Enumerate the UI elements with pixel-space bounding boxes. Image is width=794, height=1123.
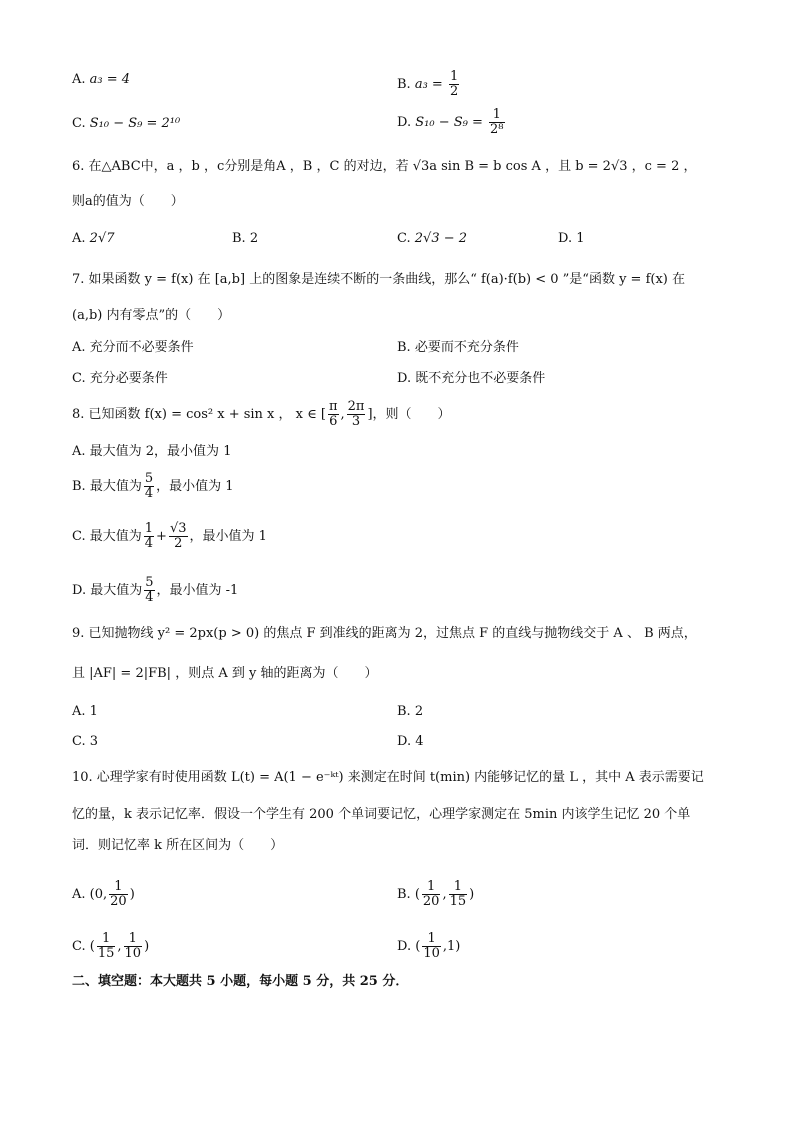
q9-option-a: A. 1 [72,704,98,719]
fraction: $\frac{5}{4}$ [144,471,154,501]
q5-option-b [397,70,461,99]
q6-option-d: D. 1 [558,231,585,246]
q9-option-c: C. 3 [72,734,99,749]
q8-option-b: B. 最大值为 $\frac{5}{4}$ ，最小值为 1 [72,471,234,501]
q7-option-a: A. 充分而不必要条件 [72,340,194,355]
q8-option-a: A. 最大值为 2，最小值为 1 [72,444,232,459]
fraction: $\frac{1}{20}$ [110,879,127,909]
q6-option-a: A. 2√7 [72,231,115,246]
q8-option-c: C. 最大值为 $\frac{1}{4}$ + $\frac{√3}{2}$ ，最小值为 1 [72,521,267,551]
fraction: $\frac{1}{\text{2⁸}}$ [490,107,504,137]
q10-stem-line2: 忆的量，k 表示记忆率．假设一个学生有 200 个单词要记忆，心理学家测定在 5min 内该学生记忆 20 个单 [72,807,691,822]
q9-option-d: D. 4 [397,734,424,749]
q10-option-c: C. ( $\frac{1}{15}$ , $\frac{1}{10}$ ) [72,931,150,961]
q7-stem-line1: 7. 如果函数 y = f(x) 在 [a,b] 上的图象是连续不断的一条曲线，那么“ f(a)·f(b) < 0 ”是“函数 y = f(x) 在 [72,272,685,287]
option-label: D. [397,115,412,130]
fraction: $\frac{\pi}{6}$ [328,399,338,429]
fraction: $\frac{1}{2}$ [449,69,459,99]
q7-stem-line2: (a,b) 内有零点”的（ ） [72,308,231,323]
q7-option-b: B. 必要而不充分条件 [397,340,519,355]
q9-stem-line1: 9. 已知抛物线 y² = 2px(p > 0) 的焦点 F 到准线的距离为 2，过焦点 F 的直线与抛物线交于 A 、 B 两点， [72,626,697,641]
q6-stem-line1: 6. 在△ABC中，a ，b ，c分别是角A ，B ，C 的对边，若 √3a sin B = b cos A ，且 b = 2√3 ，c = 2 ， [72,159,697,174]
q5-option-d [397,108,507,137]
q5-option-c [72,114,180,134]
q10-option-d: D. ( $\frac{1}{10}$ ,1) [397,931,461,961]
option-label: A. [72,72,86,87]
q10-option-a: A. (0, $\frac{1}{20}$ ) [72,879,135,909]
q8-stem: 8. 已知函数 f(x) = cos² x + sin x ， x ∈ [ $\frac{\pi}{6}$ , $\frac{2\pi}{3}$ ]，则（ ） [72,399,451,429]
fraction: $\frac{1}{20}$ [422,879,440,909]
q7-option-d: D. 既不充分也不必要条件 [397,371,546,386]
fraction: $\frac{1}{10}$ [124,931,142,961]
q8-option-d: D. 最大值为 $\frac{5}{4}$ ，最小值为 -1 [72,575,239,605]
fraction: $\frac{√3}{2}$ [169,521,187,551]
q6-option-b: B. 2 [232,231,259,246]
q10-stem-line1: 10. 心理学家有时使用函数 L(t) = A(1 − e⁻ᵏᵗ) 来测定在时间 t(min) 内能够记忆的量 L ，其中 A 表示需要记 [72,770,704,785]
q6-stem-line2: 则a的值为（ ） [72,194,184,209]
fraction: $\frac{1}{15}$ [97,931,115,961]
option-math: S₁₀ − S₉ = [415,115,483,130]
section-heading: 二、填空题：本大题共 5 小题，每小题 5 分，共 25 分． [72,974,409,989]
option-math: S₁₀ − S₉ = 2¹⁰ [89,116,181,131]
q5-option-a [72,70,130,90]
option-label: C. [72,116,86,131]
fraction: $\frac{1}{15}$ [449,879,467,909]
q9-stem-line2: 且 |AF| = 2|FB| ，则点 A 到 y 轴的距离为（ ） [72,666,378,681]
fraction: $\frac{1}{4}$ [144,521,154,551]
fraction: $\frac{1}{10}$ [423,931,440,961]
q6-option-c: C. 2√3 − 2 [397,231,468,246]
q9-option-b: B. 2 [397,704,424,719]
q10-option-b: B. ( $\frac{1}{20}$ , $\frac{1}{15}$ ) [397,879,475,909]
fraction: $\frac{5}{4}$ [145,575,154,605]
option-math: a₃ = [414,77,443,92]
option-label: B. [397,77,411,92]
q10-stem-line3: 词．则记忆率 k 所在区间为（ ） [72,838,284,853]
option-math: a₃ = 4 [89,72,131,87]
q7-option-c: C. 充分必要条件 [72,371,168,386]
fraction: $\frac{2\pi}{3}$ [347,399,365,429]
